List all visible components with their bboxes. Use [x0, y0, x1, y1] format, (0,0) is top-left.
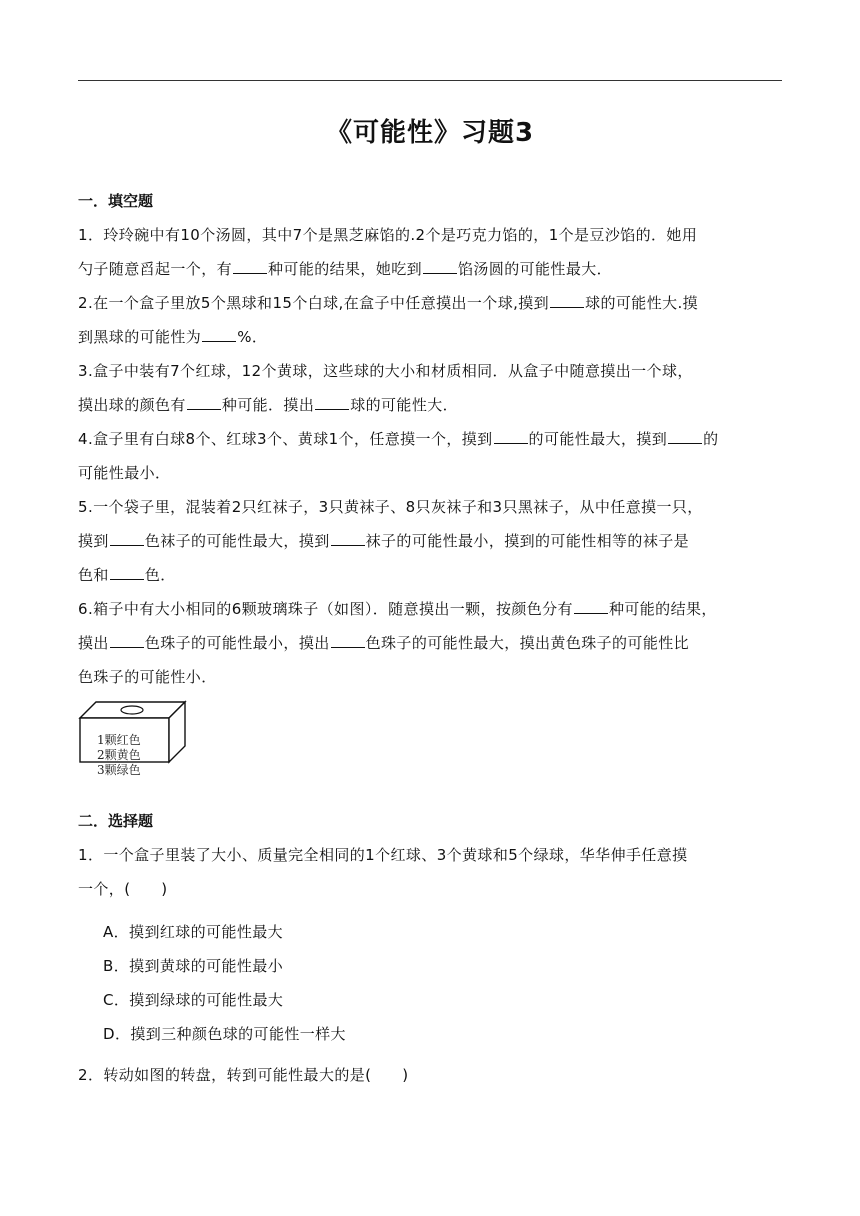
box-opening — [121, 706, 143, 714]
text: %． — [237, 328, 268, 346]
text: 球的可能性大． — [350, 396, 459, 414]
text: 色和 — [78, 566, 109, 584]
box-label-yellow: 2颗黄色 — [97, 748, 141, 762]
choice-option-d[interactable]: D．摸到三种颜色球的可能性一样大 — [103, 1025, 346, 1043]
question-line — [78, 286, 784, 320]
answer-blank[interactable] — [315, 391, 349, 410]
answer-blank[interactable] — [331, 629, 365, 648]
text: 勺子随意舀起一个，有 — [78, 260, 233, 278]
answer-blank[interactable] — [331, 527, 365, 546]
question-line: 一个，( ) — [78, 880, 168, 898]
text: 种可能的结果， — [608, 600, 717, 618]
question-line: 3.盒子中装有7个红球，12个黄球，这些球的大小和材质相同．从盒子中随意摸出一个球， — [78, 362, 693, 380]
text: 袜子的可能性最小，摸到的可能性相等的袜子是 — [365, 532, 690, 550]
question-line: 5.一个袋子里，混装着2只红袜子，3只黄袜子、8只灰袜子和3只黑袜子，从中任意摸一只， — [78, 498, 703, 516]
text: 色珠子的可能性最小，摸出 — [144, 634, 330, 652]
text: 色袜子的可能性最大，摸到 — [144, 532, 330, 550]
header-rule — [78, 80, 782, 81]
answer-blank[interactable] — [110, 527, 144, 546]
question-line — [78, 422, 784, 456]
text: 摸出 — [78, 634, 109, 652]
question-line: 可能性最小． — [78, 464, 171, 482]
question-line — [78, 252, 784, 286]
fill-question-1 — [78, 218, 784, 286]
fill-question-2 — [78, 286, 784, 354]
question-line — [78, 558, 784, 592]
question-line: 1．玲玲碗中有10个汤圆，其中7个是黑芝麻馅的.2个是巧克力馅的，1个是豆沙馅的．她用 — [78, 226, 698, 244]
text: 的 — [703, 430, 719, 448]
answer-blank[interactable] — [187, 391, 221, 410]
choice-option-c[interactable]: C．摸到绿球的可能性最大 — [103, 991, 284, 1009]
section-heading-choice: 二．选择题 — [78, 812, 154, 830]
text: 馅汤圆的可能性最大． — [458, 260, 613, 278]
choice-question-1 — [78, 838, 784, 906]
choice-option-b[interactable]: B．摸到黄球的可能性最小 — [103, 957, 284, 975]
text: 6.箱子中有大小相同的6颗玻璃珠子（如图）．随意摸出一颗，按颜色分有 — [78, 600, 573, 618]
text: 摸到 — [78, 532, 109, 550]
bead-box-figure — [78, 700, 188, 777]
question-line: 1．一个盒子里装了大小、质量完全相同的1个红球、3个黄球和5个绿球，华华伸手任意摸 — [78, 846, 688, 864]
text: 的可能性最大，摸到 — [528, 430, 668, 448]
fill-question-6 — [78, 592, 784, 694]
box-label-green: 3颗绿色 — [97, 763, 141, 777]
answer-blank[interactable] — [110, 561, 144, 580]
question-line — [78, 388, 784, 422]
question-line: 2．转动如图的转盘，转到可能性最大的是( ) — [78, 1066, 409, 1084]
answer-blank[interactable] — [574, 595, 608, 614]
question-line — [78, 626, 784, 660]
text: 到黑球的可能性为 — [78, 328, 202, 346]
question-line — [78, 320, 784, 354]
page-title: 《可能性》习题3 — [325, 118, 535, 148]
answer-blank[interactable] — [494, 425, 528, 444]
fill-question-3 — [78, 354, 784, 422]
question-line — [78, 592, 784, 626]
text: 2.在一个盒子里放5个黑球和15个白球,在盒子中任意摸出一个球,摸到 — [78, 294, 550, 312]
box-label-red: 1颗红色 — [97, 733, 141, 747]
answer-blank[interactable] — [550, 289, 584, 308]
question-line: 色珠子的可能性小． — [78, 668, 217, 686]
choice-question-2 — [78, 1058, 784, 1092]
question-line — [78, 524, 784, 558]
answer-blank[interactable] — [233, 255, 267, 274]
answer-blank[interactable] — [202, 323, 236, 342]
section-heading-fill: 一．填空题 — [78, 192, 154, 210]
fill-question-4 — [78, 422, 784, 490]
answer-blank[interactable] — [668, 425, 702, 444]
text: 色． — [144, 566, 176, 584]
answer-blank[interactable] — [423, 255, 457, 274]
text: 种可能．摸出 — [221, 396, 315, 414]
text: 色珠子的可能性最大，摸出黄色珠子的可能性比 — [365, 634, 690, 652]
text: 4.盒子里有白球8个、红球3个、黄球1个，任意摸一个，摸到 — [78, 430, 493, 448]
text: 摸出球的颜色有 — [78, 396, 186, 414]
choice-option-a[interactable]: A．摸到红球的可能性最大 — [103, 923, 284, 941]
text: 球的可能性大.摸 — [585, 294, 699, 312]
fill-question-5 — [78, 490, 784, 592]
text: 种可能的结果，她吃到 — [268, 260, 423, 278]
answer-blank[interactable] — [110, 629, 144, 648]
